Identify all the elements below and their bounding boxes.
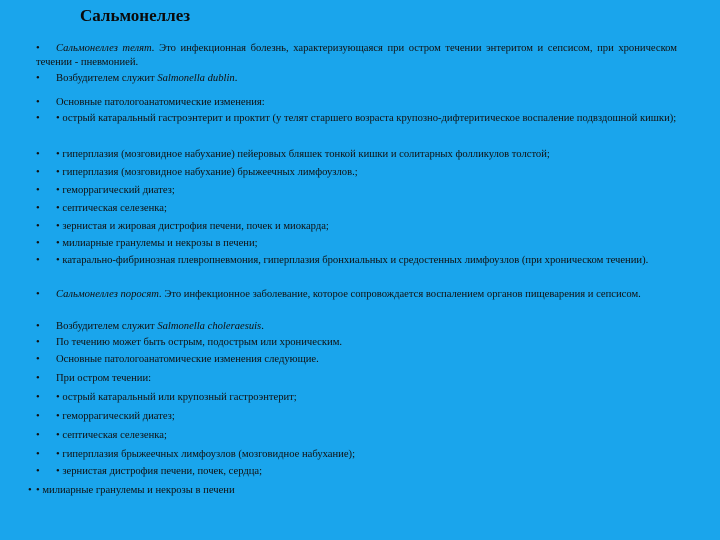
list-item bbox=[36, 254, 677, 268]
bullet-marker: • bbox=[36, 321, 40, 332]
item-text-tail: . bbox=[261, 321, 264, 332]
bullet-marker: • bbox=[28, 485, 32, 496]
item-text: Основные патологоанатомические изменения: bbox=[56, 97, 265, 108]
list-item bbox=[36, 353, 677, 367]
item-text: Возбудителем служит bbox=[56, 73, 158, 84]
list-item-text bbox=[36, 148, 677, 162]
item-text: • острый катаральный или крупозный гастроэнтерит; bbox=[56, 392, 297, 403]
list-item-text bbox=[36, 237, 677, 251]
bullet-marker: • bbox=[36, 203, 40, 214]
list-item-text bbox=[36, 353, 677, 367]
list-item bbox=[36, 410, 677, 424]
list-item bbox=[36, 429, 677, 443]
list-item bbox=[36, 237, 677, 251]
item-text: • геморрагический диатез; bbox=[56, 411, 175, 422]
item-text: По течению может быть острым, подострым или хроническим. bbox=[56, 337, 343, 348]
list-item-text bbox=[36, 166, 677, 180]
list-item-text bbox=[36, 288, 677, 302]
list-item bbox=[36, 42, 677, 70]
list-item-text bbox=[36, 336, 677, 350]
list-item-text: • милиарные гранулемы и некрозы в печени bbox=[36, 485, 235, 496]
list-item bbox=[36, 72, 677, 86]
list-item-text bbox=[36, 320, 677, 334]
list-item bbox=[28, 484, 669, 498]
item-text: • гиперплазия брыжеечных лимфоузлов (мозговидное набухание); bbox=[56, 449, 356, 460]
list-item-text bbox=[36, 391, 677, 405]
list-item bbox=[36, 372, 677, 386]
list-item bbox=[36, 320, 677, 334]
list-item bbox=[36, 448, 677, 462]
bullet-marker: • bbox=[36, 43, 40, 54]
bullet-marker: • bbox=[36, 73, 40, 84]
list-item-text bbox=[36, 202, 677, 216]
pathogen-name: Salmonella choleraesuis bbox=[157, 321, 262, 332]
list-item bbox=[36, 336, 677, 350]
list-item-text bbox=[36, 448, 677, 462]
bullet-marker: • bbox=[36, 449, 40, 460]
list-item-text bbox=[36, 72, 677, 86]
item-text: • септическая селезенка; bbox=[56, 430, 167, 441]
bullet-marker: • bbox=[36, 373, 40, 384]
bullet-marker: • bbox=[36, 289, 40, 300]
list-item bbox=[36, 202, 677, 216]
item-text: • зернистая и жировая дистрофия печени, почек и миокарда; bbox=[56, 221, 329, 232]
list-item bbox=[36, 148, 677, 162]
item-text: • зернистая дистрофия печени, почек, сердца; bbox=[56, 466, 263, 477]
list-item-text bbox=[36, 184, 677, 198]
bullet-marker: • bbox=[36, 113, 40, 124]
list-item bbox=[36, 465, 677, 479]
list-item-text bbox=[36, 372, 677, 386]
slide-title: Сальмонеллез bbox=[80, 6, 191, 25]
bullet-marker: • bbox=[36, 221, 40, 232]
bullet-marker: • bbox=[36, 149, 40, 160]
list-item-text bbox=[36, 465, 677, 479]
list-item-text bbox=[36, 220, 677, 234]
bullet-marker: • bbox=[36, 354, 40, 365]
list-item bbox=[36, 96, 677, 110]
list-item-text bbox=[36, 254, 677, 268]
bullet-marker: • bbox=[36, 392, 40, 403]
item-text: Это инфекционная болезнь, характеризующаяся при остром течении энтеритом и сепсисом, при хроническом течении - пневмонией. bbox=[36, 43, 677, 68]
bullet-marker: • bbox=[36, 430, 40, 441]
item-text: • милиарные гранулемы и некрозы в печени; bbox=[56, 238, 258, 249]
bullet-marker: • bbox=[36, 97, 40, 108]
list-item-text bbox=[36, 96, 677, 110]
item-text: Это инфекционное заболевание, которое сопровождается воспалением органов пищеварения и сепсисом. bbox=[161, 289, 641, 300]
item-text: При остром течении: bbox=[56, 373, 152, 384]
item-text: • острый катаральный гастроэнтерит и проктит (у телят старшего возраста крупозно-дифтеритическое воспаление подвздошной кишки); bbox=[56, 113, 677, 124]
pathogen-name: Salmonella dublin bbox=[157, 73, 235, 84]
list-item-text bbox=[36, 42, 677, 70]
bullet-marker: • bbox=[36, 167, 40, 178]
italic-term: Сальмонеллез телят. bbox=[56, 43, 155, 54]
list-item bbox=[36, 166, 677, 180]
item-text: • гиперплазия (мозговидное набухание) брыжеечных лимфоузлов.; bbox=[56, 167, 358, 178]
list-item bbox=[36, 391, 677, 405]
item-text: • геморрагический диатез; bbox=[56, 185, 175, 196]
list-item bbox=[36, 112, 677, 126]
list-item-text bbox=[36, 112, 677, 126]
item-text: Основные патологоанатомические изменения следующие. bbox=[56, 354, 319, 365]
list-item bbox=[36, 288, 677, 302]
bullet-marker: • bbox=[36, 466, 40, 477]
bullet-marker: • bbox=[36, 238, 40, 249]
bullet-marker: • bbox=[36, 411, 40, 422]
item-text-tail: . bbox=[234, 73, 238, 84]
item-text: • гиперплазия (мозговидное набухание) пейеровых бляшек тонкой кишки и солитарных фолликулов толстой; bbox=[56, 149, 550, 160]
list-item bbox=[36, 184, 677, 198]
list-item-text bbox=[36, 410, 677, 424]
list-item bbox=[36, 220, 677, 234]
bullet-marker: • bbox=[36, 185, 40, 196]
item-text: • септическая селезенка; bbox=[56, 203, 167, 214]
list-item-text bbox=[36, 429, 677, 443]
bullet-marker: • bbox=[36, 337, 40, 348]
bullet-marker: • bbox=[36, 255, 40, 266]
item-text: • катарально-фибринозная плевропневмония, гиперплазия бронхиальных и средостенных лимфоузлов (при хроническом течении). bbox=[56, 255, 649, 266]
italic-term: Сальмонеллез поросят. bbox=[56, 289, 162, 300]
item-text: Возбудителем служит bbox=[56, 321, 158, 332]
